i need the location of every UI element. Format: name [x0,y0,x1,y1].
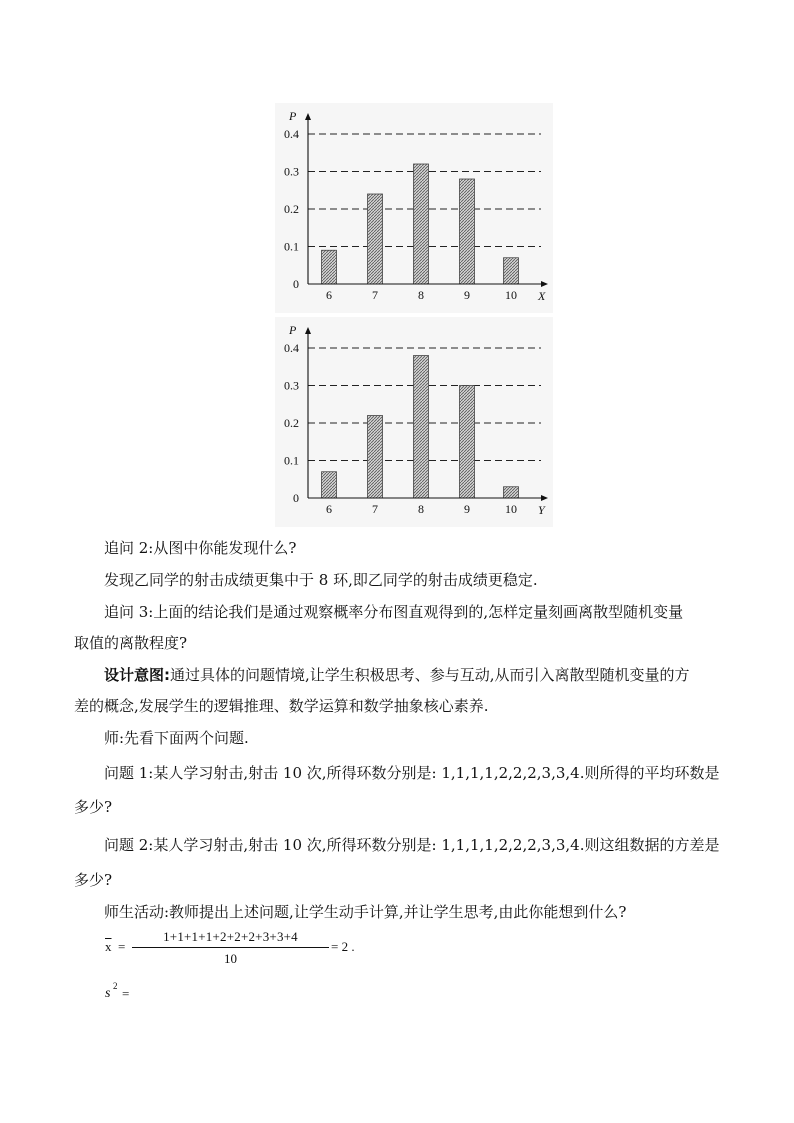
y-tick-label: 0.3 [284,378,299,393]
chart-y-svg [275,317,553,527]
variance-equals: = [122,986,130,1001]
bar [414,356,429,499]
x-tick-label: 9 [464,288,470,302]
problem-2-line2: 多少? [74,871,113,889]
x-tick-label: 7 [372,288,378,302]
teacher-student-activity: 师生活动:教师提出上述问题,让学生动手计算,并让学生思考,由此你能想到什么? [104,903,627,921]
y-axis-arrow [305,113,311,120]
mean-result: = 2 . [331,939,355,954]
x-axis-label: Y [538,503,545,517]
answer-2: 发现乙同学的射击成绩更集中于 8 环,即乙同学的射击成绩更稳定. [104,571,538,589]
x-tick-label: 10 [505,288,517,302]
bar [504,258,519,284]
design-intent-text: 通过具体的问题情境,让学生积极思考、参与互动,从而引入离散型随机变量的方 [170,666,690,684]
bar [460,179,475,284]
y-tick-label: 0 [293,277,299,291]
y-tick-label: 0.3 [284,164,299,179]
variance-exponent: 2 [113,981,118,991]
bar [504,487,519,498]
bar [368,194,383,284]
mean-numerator: 1+1+1+1+2+2+2+3+3+4 [163,929,298,944]
bar [368,416,383,499]
y-axis-label: P [289,323,297,337]
bar [460,386,475,499]
followup-question-3-line2: 取值的离散程度? [74,634,188,652]
problem-2-line1: 问题 2:某人学习射击,射击 10 次,所得环数分别是: 1,1,1,1,2,2,2,3,3,4.则这组数据的方差是 [104,836,720,854]
x-axis-arrow [541,281,548,287]
mean-equals: = [118,939,126,954]
y-axis-arrow [305,327,311,334]
y-tick-label: 0.2 [284,416,299,430]
x-tick-label: 6 [326,288,332,302]
x-axis-label: X [538,289,546,303]
fraction-bar [132,947,329,948]
teacher-intro: 师:先看下面两个问题. [104,729,249,747]
x-tick-label: 8 [418,288,424,302]
x-tick-label: 9 [464,502,470,516]
y-tick-label: 0.1 [284,239,299,254]
mean-denominator: 10 [224,951,237,966]
x-tick-label: 8 [418,502,424,516]
mean-symbol: $\overline{x}$ [105,939,112,954]
design-intent-line2: 差的概念,发展学生的逻辑推理、数学运算和数学抽象核心素养. [74,697,489,715]
x-tick-label: 7 [372,502,378,516]
x-tick-label: 6 [326,502,332,516]
chart-x-distribution [275,103,553,313]
bar [414,164,429,284]
problem-1-line2: 多少? [74,798,113,816]
y-tick-label: 0.1 [284,453,299,468]
chart-y-distribution [275,317,553,527]
y-tick-label: 0 [293,491,299,505]
design-intent-label: 设计意图: [104,666,170,684]
bar [322,250,337,284]
y-tick-label: 0.4 [284,341,299,355]
bar [322,472,337,498]
y-axis-label: P [289,109,297,123]
x-axis-arrow [541,495,548,501]
design-intent-line1 [104,665,734,685]
x-tick-label: 10 [505,502,517,516]
y-tick-label: 0.2 [284,202,299,216]
variance-symbol: s [105,986,111,1001]
problem-1-line1: 问题 1:某人学习射击,射击 10 次,所得环数分别是: 1,1,1,1,2,2,2,3,3,4.则所得的平均环数是 [104,764,720,782]
chart-x-svg [275,103,553,313]
followup-question-2: 追问 2:从图中你能发现什么? [104,539,297,557]
followup-question-3-line1: 追问 3:上面的结论我们是通过观察概率分布图直观得到的,怎样定量刻画离散型随机变量 [104,603,684,621]
y-tick-label: 0.4 [284,127,299,141]
